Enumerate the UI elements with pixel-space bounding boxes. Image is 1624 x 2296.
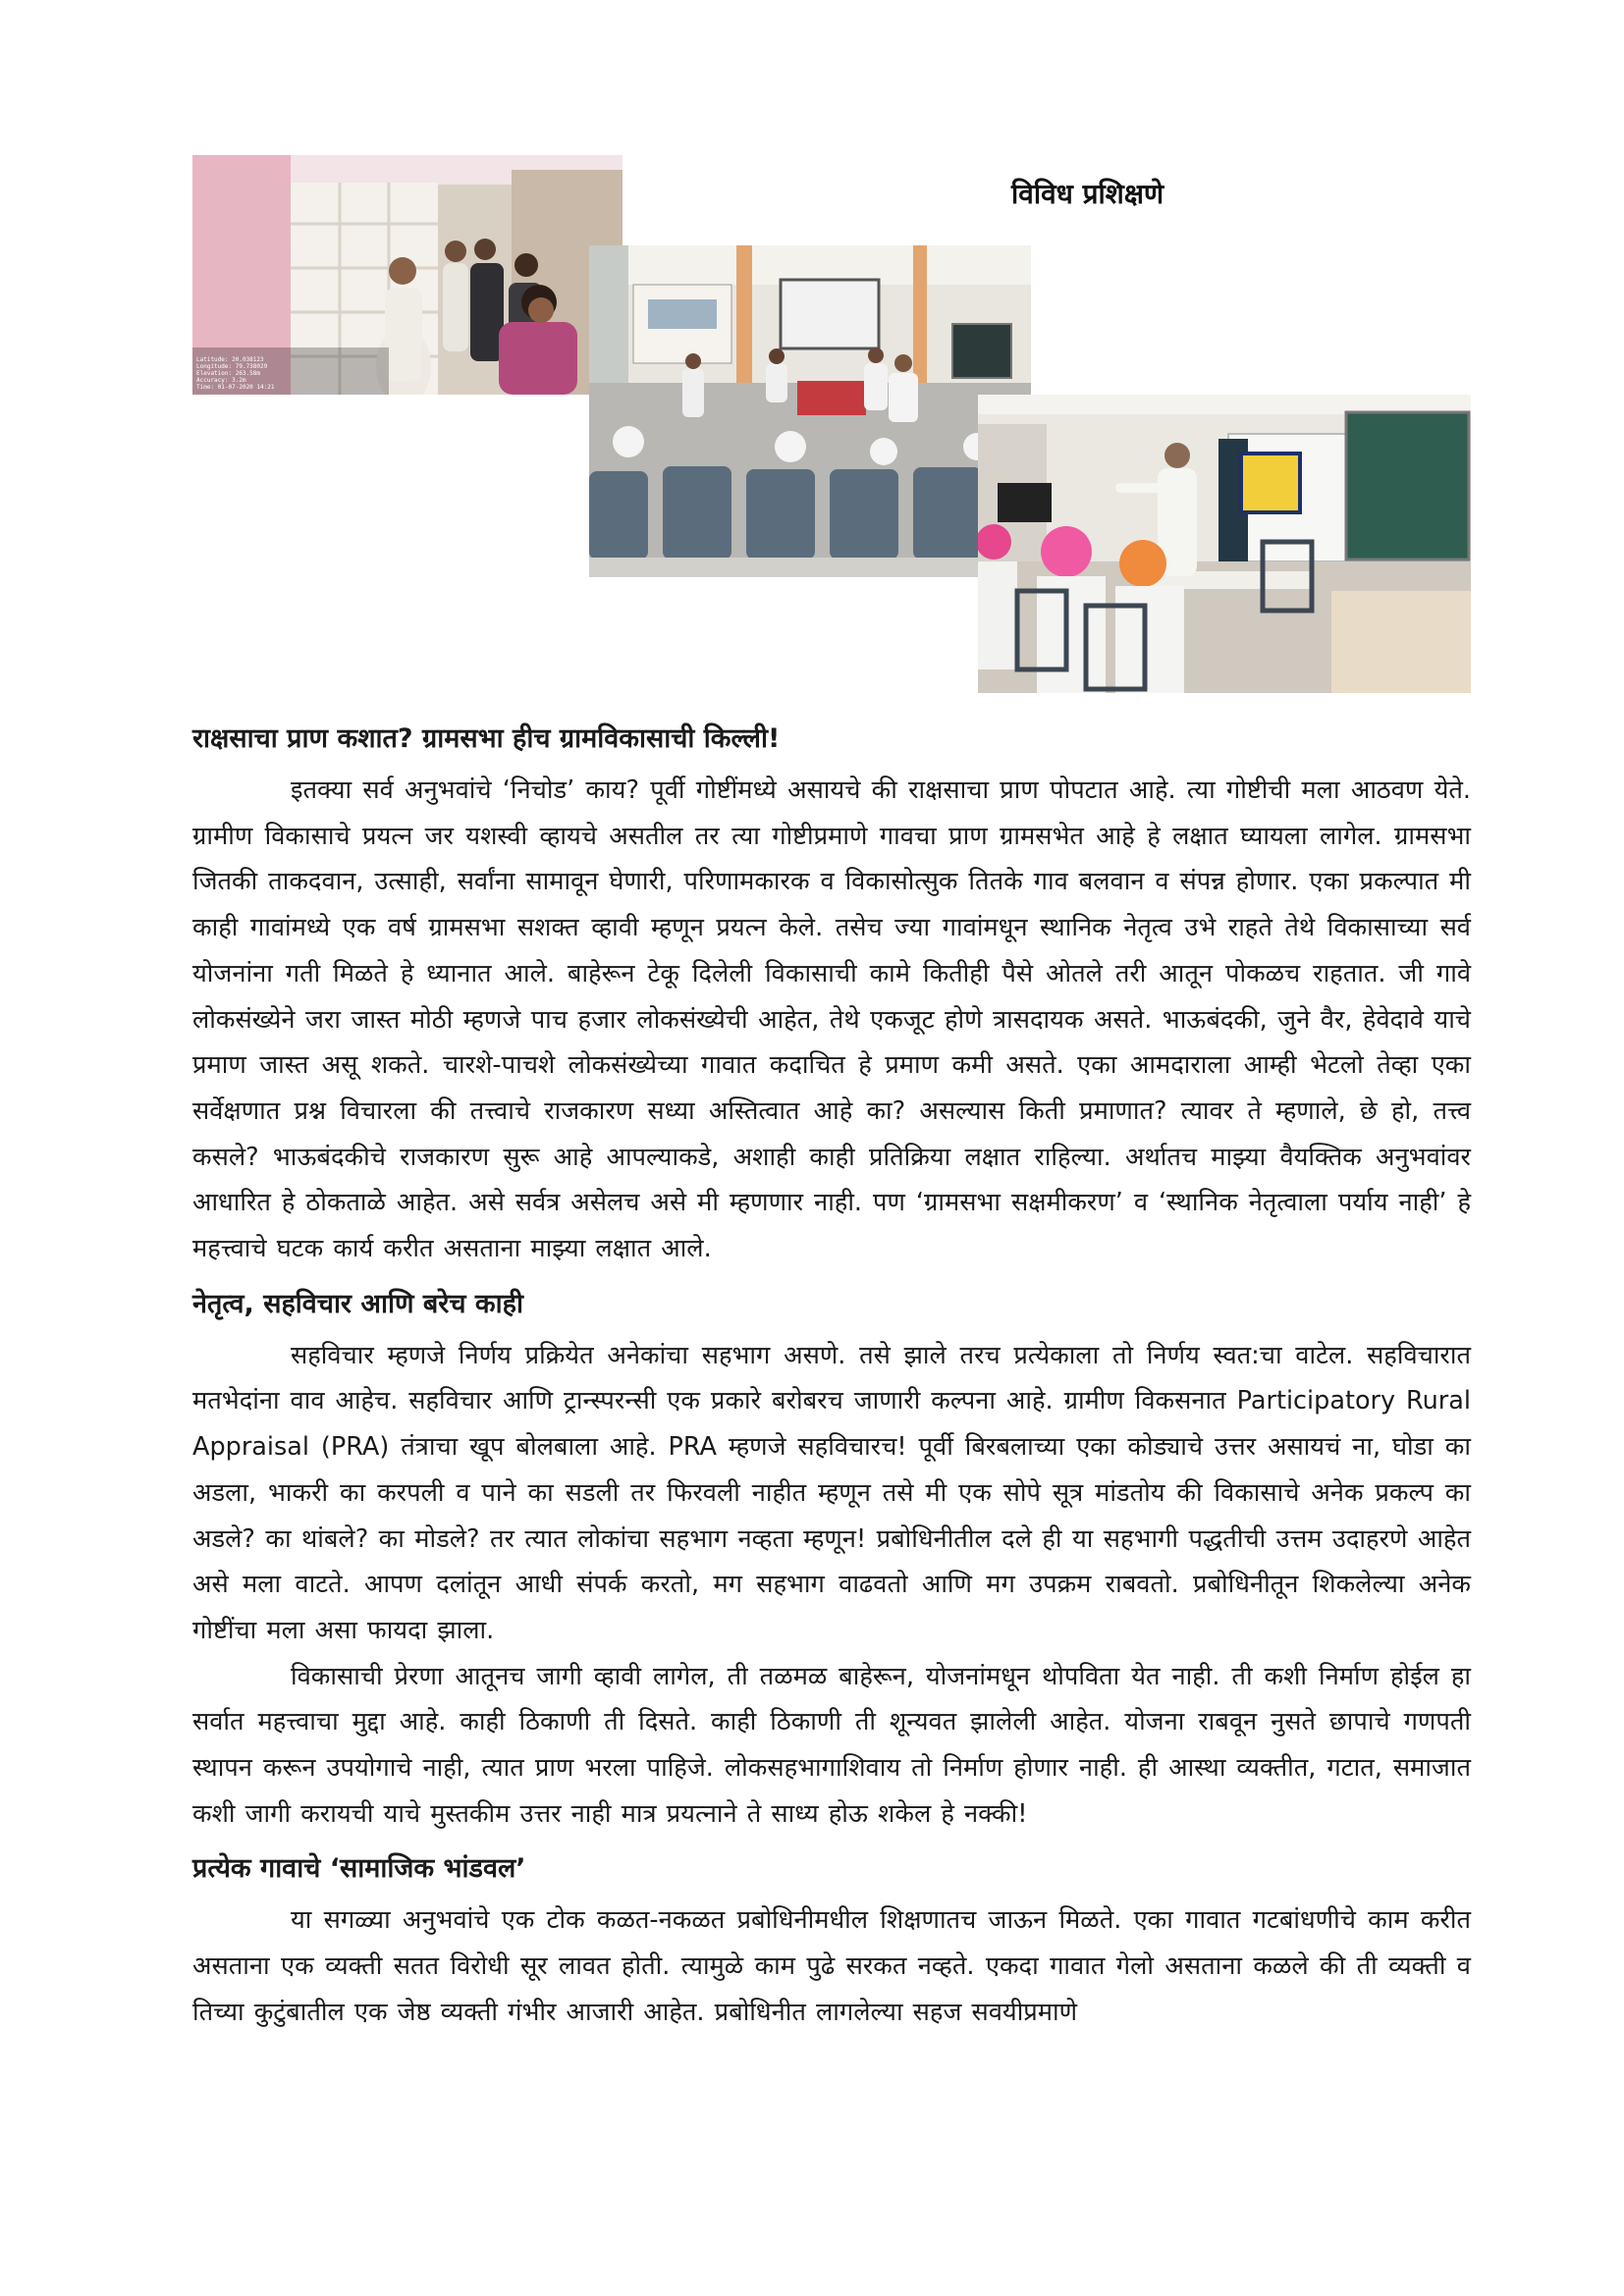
photo-meeting-hall xyxy=(589,245,1031,577)
paragraph: विकासाची प्रेरणा आतूनच जागी व्हावी लागेल, ती तळमळ बाहेरून, योजनांमधून थोपविता येत नाही. ती कशी निर्माण होईल हा सर्वात महत्त्वाचा मुद्दा आहे. काही ठिकाणी ती दिसते. काही ठिकाणी ती शून्यवत झालेली आहेत. योजना राबवून नुसते छापाचे गणपती स्थापन करून उपयोगाचे नाही, त्यात प्राण भरला पाहिजे. लोकसहभागाशिवाय तो निर्माण होणार नाही. ही आस्था व्यक्तीत, गटात, समाजात कशी जागी करायची याचे मुस्तकीम उत्तर नाही मात्र प्रयत्नाने ते साध्य होऊ शकेल हे नक्की! xyxy=(192,1661,1471,1829)
section-title: नेतृत्व, सहविचार आणि बरेच काही xyxy=(192,1288,523,1319)
geotag-overlay: Latitude: 20.038123 Longitude: 79.738029 Elevation: 263.58m Accuracy: 3.2m Time: 01-07-2020 14:21 xyxy=(196,356,275,391)
section-title: प्रत्येक गावाचे ‘सामाजिक भांडवल’ xyxy=(192,1853,526,1885)
section-title: राक्षसाचा प्राण कशात? ग्रामसभा हीच ग्रामविकासाची किल्ली! xyxy=(192,723,781,754)
photo-classroom-training xyxy=(978,395,1471,693)
article-body xyxy=(192,717,1471,2046)
page-heading: विविध प्रशिक्षणे xyxy=(1011,178,1164,210)
section-social-capital xyxy=(192,1846,1471,2035)
section-gramsabha xyxy=(192,717,1471,1272)
paragraph: या सगळ्या अनुभवांचे एक टोक कळत-नकळत प्रबोधिनीमधील शिक्षणातच जाऊन मिळते. एका गावात गटबांधणीचे काम करीत असताना एक व्यक्ती सतत विरोधी सूर लावत होती. त्यामुळे काम पुढे सरकत नव्हते. एकदा गावात गेलो असताना कळले की ती व्यक्ती व तिच्या कुटुंबातील एक जेष्ठ व्यक्ती गंभीर आजारी आहेत. प्रबोधिनीत लागलेल्या सहज सवयीप्रमाणे xyxy=(192,1905,1471,2027)
photo-library-visit xyxy=(192,155,623,395)
paragraph: सहविचार म्हणजे निर्णय प्रक्रियेत अनेकांचा सहभाग असणे. तसे झाले तरच प्रत्येकाला तो निर्णय स्वत:चा वाटेल. सहविचारात मतभेदांना वाव आहेच. सहविचार आणि ट्रान्स्परन्सी एक प्रकारे बरोबरच जाणारी कल्पना आहे. ग्रामीण विकसनात Participatory Rural Appraisal (PRA) तंत्राचा खूप बोलबाला आहे. PRA म्हणजे सहविचारच! पूर्वी बिरबलाच्या एका कोड्याचे उत्तर असायचं ना, घोडा का अडला, भाकरी का करपली व पाने का सडली तर फिरवली नाहीत म्हणून तसे मी एक सोपे सूत्र मांडतोय की विकासाचे अनेक प्रकल्प का अडले? का थांबले? का मोडले? तर त्यात लोकांचा सहभाग नव्हता म्हणून! प्रबोधिनीतील दले ही या सहभागी पद्धतीची उत्तम उदाहरणे आहेत असे मला वाटते. आपण दलांतून आधी संपर्क करतो, मग सहभाग वाढवतो आणि मग उपक्रम राबवतो. प्रबोधिनीतून शिकलेल्या अनेक गोष्टींचा मला असा फायदा झाला. xyxy=(192,1340,1471,1645)
section-leadership xyxy=(192,1282,1471,1838)
paragraph: इतक्या सर्व अनुभवांचे ‘निचोड’ काय? पूर्वी गोष्टींमध्ये असायचे की राक्षसाचा प्राण पोपटात आहे. त्या गोष्टीची मला आठवण येते. ग्रामीण विकासाचे प्रयत्न जर यशस्वी व्हायचे असतील तर त्या गोष्टीप्रमाणे गावचा प्राण ग्रामसभेत आहे हे लक्षात घ्यायला लागेल. ग्रामसभा जितकी ताकदवान, उत्साही, सर्वांना सामावून घेणारी, परिणामकारक व विकासोत्सुक तितके गाव बलवान व संपन्न होणार. एका प्रकल्पात मी काही गावांमध्ये एक वर्ष ग्रामसभा सशक्त व्हावी म्हणून प्रयत्न केले. तसेच ज्या गावांमधून स्थानिक नेतृत्व उभे राहते तेथे विकासाच्या सर्व योजनांना गती मिळते हे ध्यानात आले. बाहेरून टेकू दिलेली विकासाची कामे कितीही पैसे ओतले तरी आतून पोकळच राहतात. जी गावे लोकसंख्येने जरा जास्त मोठी म्हणजे पाच हजार लोकसंख्येची आहेत, तेथे एकजूट होणे त्रासदायक असते. भाऊबंदकी, जुने वैर, हेवेदावे याचे प्रमाण जास्त असू शकते. चारशे-पाचशे लोकसंख्येच्या गावात कदाचित हे प्रमाण कमी असते. एका आमदाराला आम्ही भेटलो तेव्हा एका सर्वेक्षणात प्रश्न विचारला की तत्त्वाचे राजकारण सध्या अस्तित्वात आहे का? असल्यास किती प्रमाणात? त्यावर ते म्हणाले, छे हो, तत्त्व कसले? भाऊबंदकीचे राजकारण सुरू आहे आपल्याकडे, अशाही काही प्रतिक्रिया लक्षात राहिल्या. अर्थातच माझ्या वैयक्तिक अनुभवांवर आधारित हे ठोकताळे आहेत. असे सर्वत्र असेलच असे मी म्हणणार नाही. पण ‘ग्रामसभा सक्षमीकरण’ व ‘स्थानिक नेतृत्वाला पर्याय नाही’ हे महत्त्वाचे घटक कार्य करीत असताना माझ्या लक्षात आले. xyxy=(192,775,1471,1264)
